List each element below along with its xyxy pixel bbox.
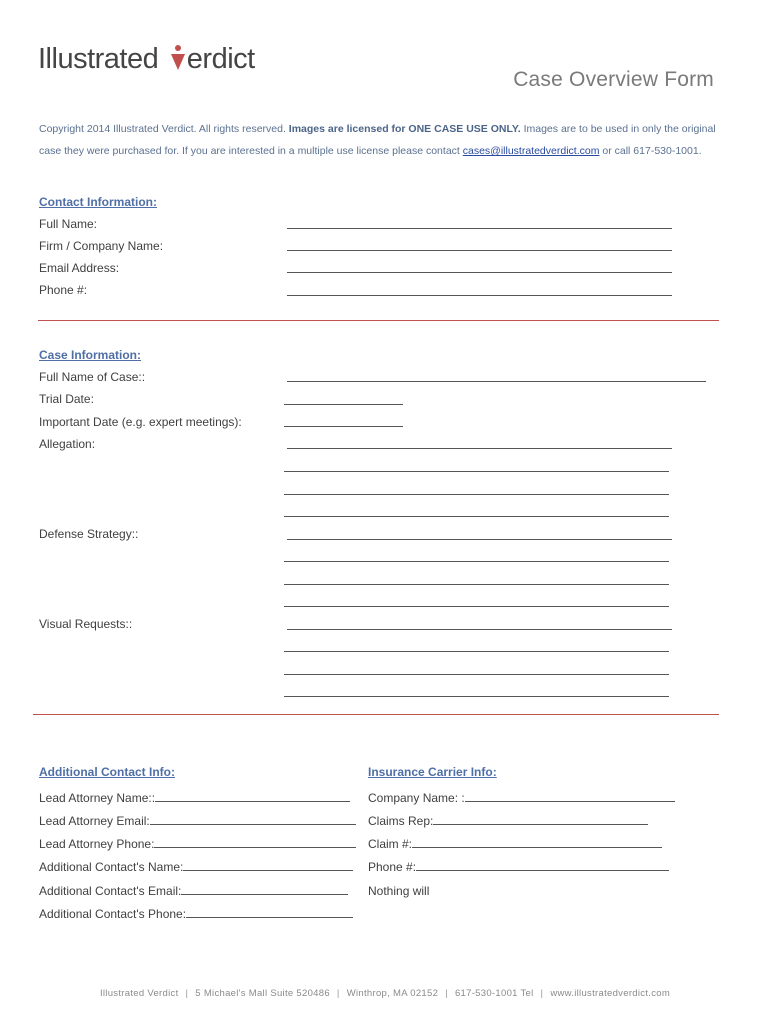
important-date-label: Important Date (e.g. expert meetings): [39,415,242,429]
lead-attorney-email-field[interactable] [150,814,356,825]
form-title: Case Overview Form [513,68,714,91]
defense-strategy-label: Defense Strategy:: [39,527,139,541]
additional-name-field[interactable] [183,860,353,871]
additional-email-label: Additional Contact's Email: [39,884,182,898]
lead-attorney-name-row [39,791,350,805]
insurance-phone-label: Phone #: [368,860,417,874]
logo-v-mark-icon [170,42,186,72]
footer-separator: | [445,988,448,999]
lead-attorney-phone-field[interactable] [154,837,356,848]
visual-requests-label: Visual Requests:: [39,617,133,631]
case-name-field[interactable] [287,381,706,382]
company-logo [38,42,255,84]
defense-field-line-2[interactable] [284,561,669,562]
insurance-phone-row [368,860,669,874]
copyright-part2: Images are to be used in only the original case they were purchased for. If you are interested in a multiple use license please contact [39,123,716,157]
footer-separator: | [185,988,189,999]
claim-number-field[interactable] [412,837,662,848]
trial-date-label: Trial Date: [39,392,94,406]
copyright-part3: or call 617-530-1001. [599,145,702,157]
claim-number-label: Claim #: [368,837,413,851]
footer-address: 5 Michael's Mall Suite 520486 [195,988,330,999]
visual-field-line-1[interactable] [287,629,672,630]
nothing-will-text: Nothing will [368,884,430,898]
logo-text-after: erdict [186,43,255,75]
insurance-phone-field[interactable] [416,860,669,871]
footer-tel: 617-530-1001 Tel [454,988,534,999]
page-footer [0,988,770,999]
insurance-carrier-heading: Insurance Carrier Info: [368,765,497,779]
claims-rep-field[interactable] [433,814,648,825]
case-info-heading: Case Information: [39,348,142,362]
lead-attorney-name-label: Lead Attorney Name:: [39,791,156,805]
lead-attorney-email-row [39,814,356,828]
footer-company: Illustrated Verdict [99,988,179,999]
additional-name-label: Additional Contact's Name: [39,860,184,874]
additional-contact-heading: Additional Contact Info: [39,765,175,779]
defense-field-line-1[interactable] [287,539,672,540]
visual-field-line-3[interactable] [284,674,669,675]
email-address-field[interactable] [287,272,672,273]
firm-name-label: Firm / Company Name: [39,239,164,253]
contact-email-link[interactable]: cases@illustratedverdict.com [462,145,600,157]
section-divider-2 [33,714,719,715]
defense-field-line-3[interactable] [284,584,669,585]
footer-separator: | [540,988,544,999]
additional-phone-label: Additional Contact's Phone: [39,907,187,921]
allegation-label: Allegation: [39,437,96,451]
additional-email-field[interactable] [181,884,348,895]
lead-attorney-phone-label: Lead Attorney Phone: [39,837,155,851]
full-name-label: Full Name: [39,217,98,231]
company-name-field[interactable] [465,791,675,802]
lead-attorney-phone-row [39,837,356,851]
section-divider-1 [38,320,719,321]
contact-info-heading: Contact Information: [39,195,157,209]
defense-field-line-4[interactable] [284,606,669,607]
footer-website-link[interactable]: www.illustratedverdict.com [550,988,671,999]
lead-attorney-email-label: Lead Attorney Email: [39,814,150,828]
allegation-field-line-4[interactable] [284,516,669,517]
allegation-field-line-3[interactable] [284,494,669,495]
visual-field-line-2[interactable] [284,651,669,652]
case-name-label: Full Name of Case:: [39,370,146,384]
claim-number-row [368,837,662,851]
additional-email-row [39,884,348,898]
important-date-field[interactable] [284,426,403,427]
additional-name-row [39,860,353,874]
additional-phone-row [39,907,353,921]
full-name-field[interactable] [287,228,672,229]
footer-city: Winthrop, MA 02152 [346,988,439,999]
copyright-license-bold: Images are licensed for ONE CASE USE ONLY. [288,123,521,135]
trial-date-field[interactable] [284,404,403,405]
logo-text-before: Illustrated [38,43,166,75]
copyright-part1: Copyright 2014 Illustrated Verdict. All rights reserved. [39,123,289,135]
claims-rep-row [368,814,648,828]
phone-field[interactable] [287,295,672,296]
footer-separator: | [336,988,340,999]
lead-attorney-name-field[interactable] [155,791,350,802]
allegation-field-line-2[interactable] [284,471,669,472]
copyright-notice [39,118,729,162]
phone-label: Phone #: [39,283,88,297]
email-address-label: Email Address: [39,261,120,275]
claims-rep-label: Claims Rep: [368,814,434,828]
visual-field-line-4[interactable] [284,696,669,697]
firm-name-field[interactable] [287,250,672,251]
company-name-label: Company Name: : [368,791,465,805]
additional-phone-field[interactable] [186,907,353,918]
company-name-row [368,791,675,805]
allegation-field-line-1[interactable] [287,448,672,449]
